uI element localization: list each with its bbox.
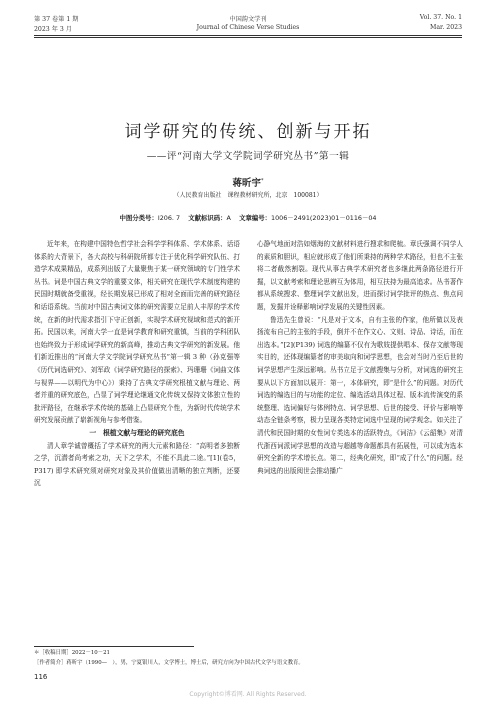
section-heading: 一 根植文献与理论的研究底色 bbox=[89, 428, 185, 437]
header-volume: 第 37 卷第 1 期 bbox=[34, 16, 79, 23]
footnote-received: ＊［收稿日期］2022－10－21 bbox=[34, 650, 110, 656]
article-title: 词学研究的传统、创新与开拓 bbox=[124, 122, 372, 142]
paragraph: 心静气地面对浩如烟海的文献材料进行搜求和爬梳。章氏强调不同学人的素质和胆识，相应就形成了他们所秉持的两种学术路径，但也不主张将二者截然割裂。现代从事古典学术研究者也多继此两条路径进行开掘，以文献考索和理论思辨互为体用，相互扶持为最高追求。丛书著作都从系统搜求、整理词学文献出发，进而探讨词学批评的热点、焦点问题，发掘并诠释影响词学发展的关键性因素。 bbox=[257, 240, 463, 311]
running-header-row-2 bbox=[34, 24, 462, 33]
footnote-author-bio: ［作者简介］蒋昕宇（1990— ），男，宁夏银川人，文学博士，博士后，研究方向为中国古代文学与语文教育。 bbox=[34, 660, 304, 666]
header-volume-en: Vol. 37. No. 1 bbox=[419, 14, 463, 21]
body-column-right bbox=[257, 238, 463, 477]
header-rule bbox=[34, 35, 462, 36]
author-affiliation: （人民教育出版社 课程教材研究所，北京 100081） bbox=[173, 192, 323, 199]
article-id-value: 1006－2491(2023)01－0116－04 bbox=[271, 214, 377, 222]
page-number: 116 bbox=[34, 673, 48, 681]
doc-code-value: A bbox=[226, 214, 231, 222]
header-journal-en: Journal of Chinese Verse Studies bbox=[196, 24, 300, 31]
paragraph: 鲁迅先生曾说：“凡是对于文本，自有主张的作家，他所做以及表扬流布自己的主张的手段，倒并不在作文心、文则、诗品、诗话，而在出选本。”[2](P139) 词选的编纂不仅有为歌妓提供唱本、保存文献等现实目的，还体现编纂者的审美取向和词学思想，也会对当时乃至后世的词学思想产生深远影响。丛书立足于文献搜集与分析，对词选的研究主要从以下方面加以展开：第一，本体研究，即“是什么”的问题。对历代词选的编选目的与功能的定位、编选活动具体过程、版本流传演变的系统整理、选词偏好与体例特点、词学思想、后世的接受、评价与影响等动态全链条考察，极力呈现各类特定词选中呈现的词学观念。如关注了清代和民国时期的女性词专类选本的活跃特点，《词洁》《云韶集》对清代浙西词派词学思想的改造与超越等命题都具有拓展性，可以成为选本研究全新的学术增长点。第二，经典化研究，即“成了什么”的问题。经典词选的出版阅世会推动播广 bbox=[257, 315, 463, 475]
footnote-rule bbox=[34, 646, 194, 647]
copyright-watermark: Copyright©博看网. All Rights Reserved. bbox=[189, 691, 307, 698]
article-metadata bbox=[0, 213, 496, 222]
article-subtitle: ——评“河南大学文学院词学研究丛书”第一辑 bbox=[146, 151, 350, 162]
doc-code-label: 文献标识码： bbox=[188, 214, 227, 222]
article-author bbox=[0, 175, 496, 189]
header-rule-thin bbox=[34, 37, 462, 38]
article-id-label: 文章编号： bbox=[239, 214, 272, 222]
body-column-left bbox=[34, 238, 240, 490]
header-date: 2023 年 3 月 bbox=[34, 26, 72, 33]
author-footnote-mark: * bbox=[261, 177, 264, 184]
paragraph: 清人章学诚曾概括了学术研究的两大元素和路径：“高明者多独断之学，沉潜者尚考索之功，天下之学术，不能不具此二途。”[1](卷5，P317) 即学术研究须对研究对象及其价值做出清晰的独立判断，还要沉 bbox=[34, 441, 240, 488]
header-date-en: Mar. 2023 bbox=[430, 24, 463, 31]
clc-value: I206. 7 bbox=[157, 214, 181, 222]
header-journal-cn: 中国韵文学刊 bbox=[229, 16, 267, 23]
author-name: 蒋昕宇 bbox=[232, 178, 261, 189]
running-header-row-1 bbox=[34, 14, 462, 23]
clc-label: 中图分类号： bbox=[119, 214, 158, 222]
paragraph: 近年来，在构建中国特色哲学社会科学学科体系、学术体系、话语体系的大背景下，各大高校与科研院所都专注于优化科学研究队伍、打造学术成果精品，成系列出版了大量聚焦于某一研究领域的专门性学术丛书。词是中国古典文学的重要文体，相关研究在现代学术制度构建的民国时期就备受重视，经长期发展已形成了相对全面而完善的研究路径和话语系统。当前对中国古典词文体的研究需要立足前人丰厚的学术传统，在新的时代需求指引下守正创新，实现学术研究视域和范式的新开拓。民国以来，河南大学一直是词学教育和研究重镇，当前的学科团队也始终致力于形成词学研究的新高峰，推动古典文学研究的新发展。他们新近推出的“河南大学文学院词学研究丛书”第一辑 3 种（孙克强等《历代词选研究》、刘军政《词学研究路径的探索》、玛珊珊《词曲文体与视界——以明代为中心》）秉持了古典文学研究根植文献与理论、两者并重的研究底色，凸显了词学理论继通文化传统又保持文体独立性的批评路径，在继承学术传统的基础上凸显研究个性，为新时代传统学术研究发展贡献了崭新视角与参考借鉴。 bbox=[34, 240, 240, 425]
